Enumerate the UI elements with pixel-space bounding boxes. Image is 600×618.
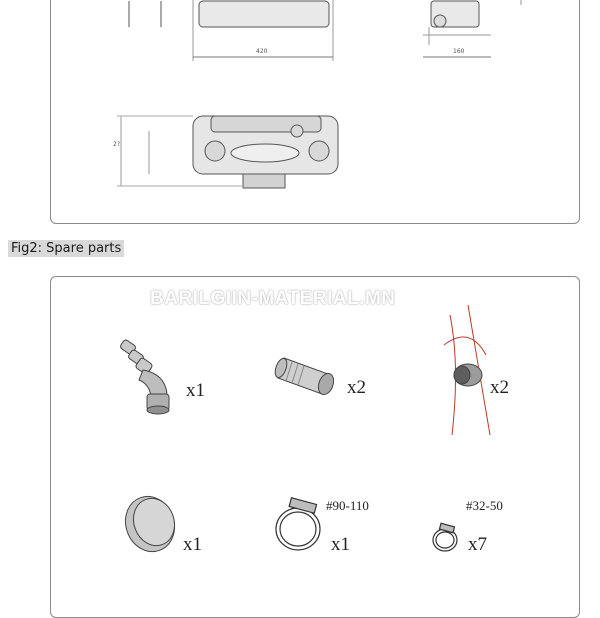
elbow-connector-icon xyxy=(115,338,185,428)
dimension-label-width: 420 xyxy=(256,48,268,55)
pump-drawing xyxy=(51,0,579,223)
side-view xyxy=(423,0,521,57)
part-quantity: x1 xyxy=(183,534,202,555)
dimension-label-depth: 160 xyxy=(453,48,465,55)
part-quantity: x7 xyxy=(468,534,487,555)
technical-drawing-panel xyxy=(50,0,580,224)
figure-caption: Fig2: Spare parts xyxy=(8,240,124,257)
pipe-coupling-icon xyxy=(276,350,346,400)
part-quantity: x2 xyxy=(490,377,509,398)
top-view xyxy=(117,116,338,188)
end-cap-icon xyxy=(118,492,186,554)
large-hose-clamp-icon xyxy=(270,495,330,557)
rubber-sleeve-icon xyxy=(440,305,500,440)
front-view xyxy=(129,0,333,61)
small-hose-clamp-icon xyxy=(428,520,464,556)
part-size-spec: #32-50 xyxy=(466,498,503,513)
part-quantity: x1 xyxy=(186,380,205,401)
part-quantity: x1 xyxy=(331,534,350,555)
watermark: BARILGIIN-MATERIAL.MN xyxy=(150,288,396,309)
part-quantity: x2 xyxy=(347,377,366,398)
dimension-label-height: 2? xyxy=(113,141,121,148)
part-size-spec: #90-110 xyxy=(326,498,369,513)
spare-parts-panel xyxy=(50,276,580,618)
